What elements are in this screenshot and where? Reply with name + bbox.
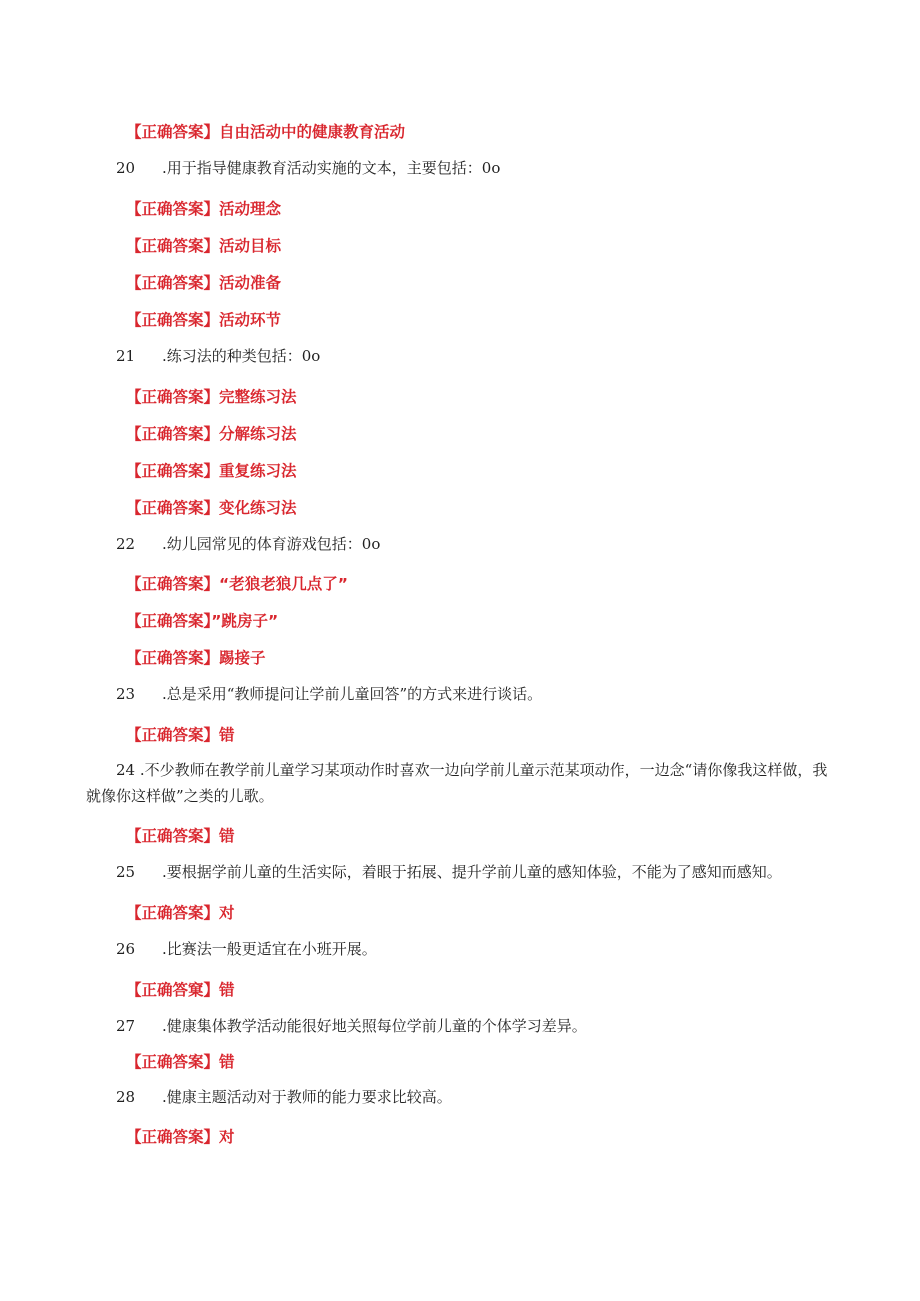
- question-text: .要根据学前儿童的生活实际，着眼于拓展、提升学前儿童的感知体验，不能为了感知而感知。: [162, 863, 782, 881]
- answer-line: 【正确答案】变化练习法: [126, 499, 297, 517]
- answer-line: 【正确答案】重复练习法: [126, 462, 297, 480]
- answer-line: 【正确答案】错: [126, 1053, 235, 1071]
- question-number: 26: [116, 940, 136, 958]
- answer-line: 【正确答案】踢接子: [126, 649, 266, 667]
- question-text: .健康集体教学活动能很好地关照每位学前儿童的个体学习差异。: [162, 1017, 587, 1035]
- answer-line: 【正确答案】活动目标: [126, 237, 282, 255]
- answer-line: 【正确答案】错: [126, 827, 235, 845]
- question-number: 24: [116, 761, 136, 779]
- answer-line: 【正确答案】自由活动中的健康教育活动: [126, 123, 406, 141]
- question-number: 21: [116, 347, 136, 365]
- question-text: .用于指导健康教育活动实施的文本，主要包括：0o: [162, 159, 501, 177]
- question-22: [116, 533, 380, 554]
- question-text: .健康主题活动对于教师的能力要求比较高。: [162, 1088, 452, 1106]
- question-number: 25: [116, 863, 136, 881]
- answer-line: 【正确答案】错: [126, 726, 235, 744]
- question-text: .总是采用“教师提问让学前儿童回答”的方式来进行谈话。: [162, 685, 543, 703]
- question-text: .不少教师在教学前儿童学习某项动作时喜欢一边向学前儿童示范某项动作，一边念“请你像我这样做，我就像你这样做”之类的儿歌。: [86, 761, 828, 805]
- answer-line: 【正确答案】对: [126, 904, 235, 922]
- answer-line: 【正确答案】”跳房子”: [126, 612, 279, 630]
- answer-line: 【正确答案】分解练习法: [126, 425, 297, 443]
- question-number: 28: [116, 1088, 136, 1106]
- question-21: [116, 345, 320, 366]
- answer-line: 【正确答案】完整练习法: [126, 388, 297, 406]
- question-number: 20: [116, 159, 136, 177]
- question-27: [116, 1015, 587, 1036]
- question-24: [86, 757, 836, 809]
- question-20: [116, 157, 500, 178]
- answer-line: 【正确答案】活动准备: [126, 274, 282, 292]
- question-23: [116, 683, 542, 704]
- question-text: .练习法的种类包括：0o: [162, 347, 321, 365]
- question-number: 22: [116, 535, 136, 553]
- question-text: .比赛法一般更适宜在小班开展。: [162, 940, 377, 958]
- question-25: [116, 861, 782, 882]
- answer-line: 【正确答窠】错: [126, 981, 235, 999]
- question-26: [116, 938, 377, 959]
- answer-line: 【正确答案】活动理念: [126, 200, 282, 218]
- answer-line: 【正确答案】对: [126, 1128, 235, 1146]
- question-28: [116, 1086, 452, 1107]
- answer-line: 【正确答案】“老狼老狼几点了”: [126, 575, 348, 593]
- question-text: .幼儿园常见的体育游戏包括：0o: [162, 535, 381, 553]
- question-number: 27: [116, 1017, 136, 1035]
- question-number: 23: [116, 685, 136, 703]
- answer-line: 【正确答案】活动环节: [126, 311, 282, 329]
